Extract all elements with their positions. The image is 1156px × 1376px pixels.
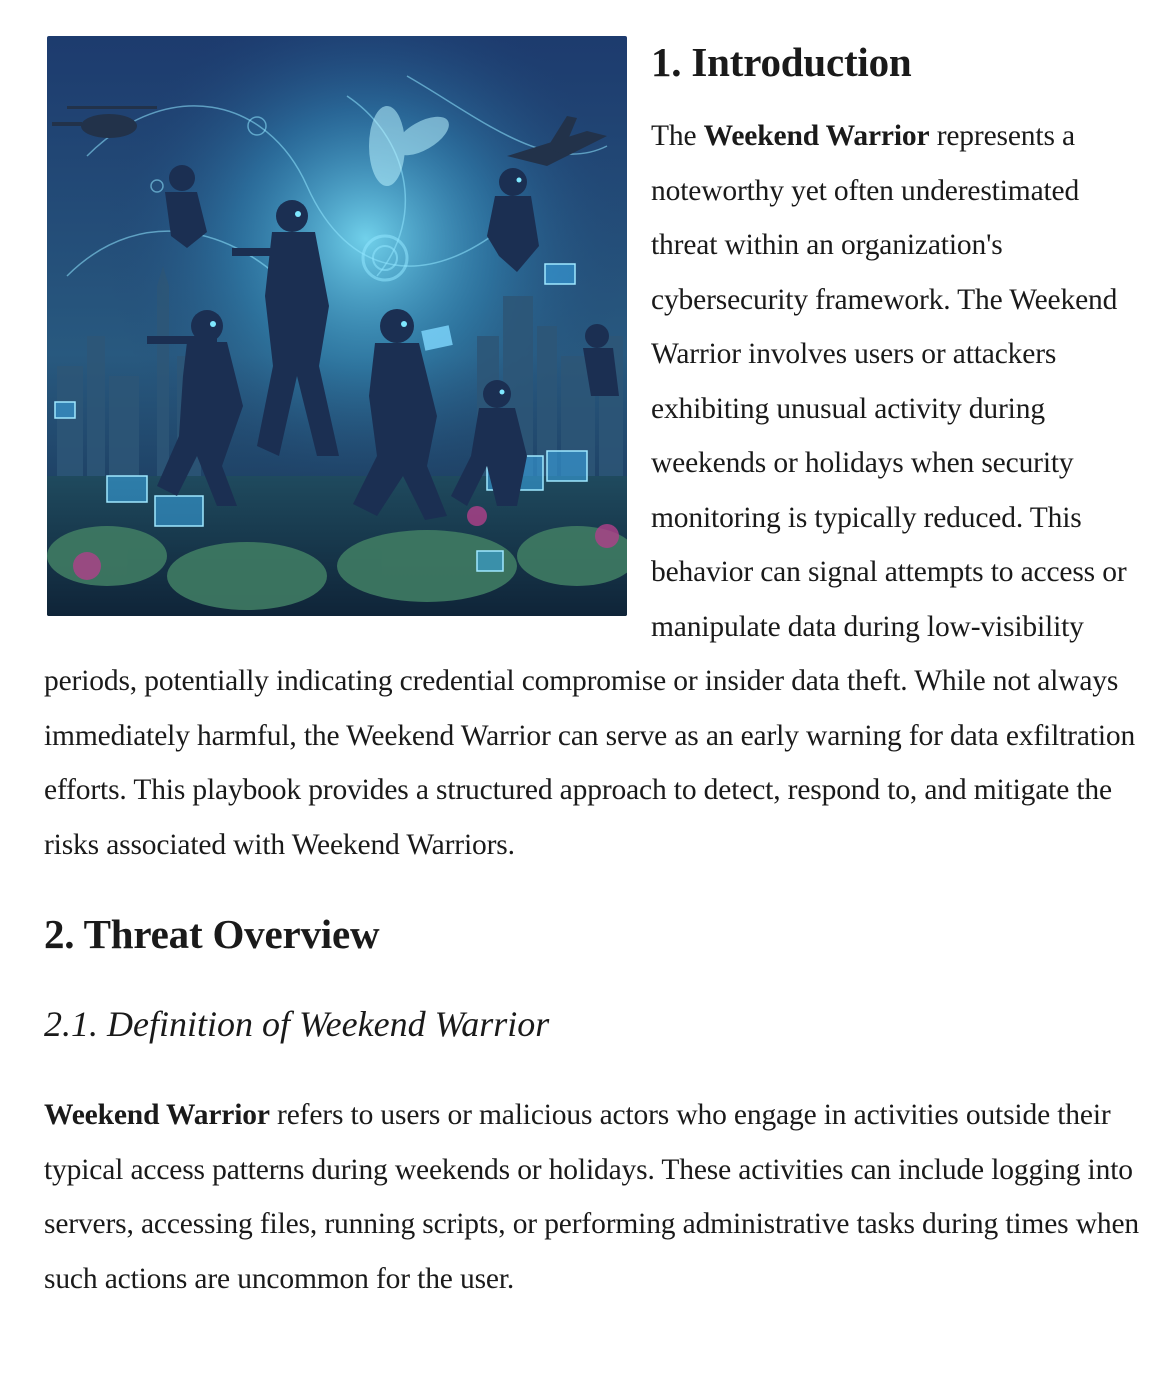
cyber-operatives-illustration <box>47 36 627 616</box>
intro-text: represents a noteworthy yet often underestimated threat within an organization's cybersecurity framework. The Weekend Warrior involves users or attackers exhibiting unusual activity during weekends or holidays when security monitoring is typically reduced. This behavior can signal attempts to access or manipulate data during low-visibility periods, potentially indicating credential compromise or insider data theft. While not always immediately harmful, the Weekend Warrior can serve as an early warning for data exfiltration efforts. This playbook provides a structured approach to detect, respond to, and mitigate the risks associated with Weekend Warriors. <box>44 120 1136 861</box>
threat-overview-heading: 2. Threat Overview <box>44 911 380 958</box>
definition-paragraph <box>44 1088 1140 1306</box>
definition-term-weekend-warrior: Weekend Warrior <box>44 1099 270 1132</box>
intro-lead: The <box>651 120 704 153</box>
hero-illustration <box>47 36 627 616</box>
definition-text: refers to users or malicious actors who engage in activities outside their typical access patterns during weekends or holidays. These activities can include logging into servers, accessing files, running scripts, or performing administrative tasks during times when such actions are uncommon for the user. <box>44 1099 1140 1295</box>
introduction-heading: 1. Introduction <box>651 39 912 85</box>
definition-subheading: 2.1. Definition of Weekend Warrior <box>44 1004 550 1045</box>
intro-term-weekend-warrior: Weekend Warrior <box>703 120 930 153</box>
